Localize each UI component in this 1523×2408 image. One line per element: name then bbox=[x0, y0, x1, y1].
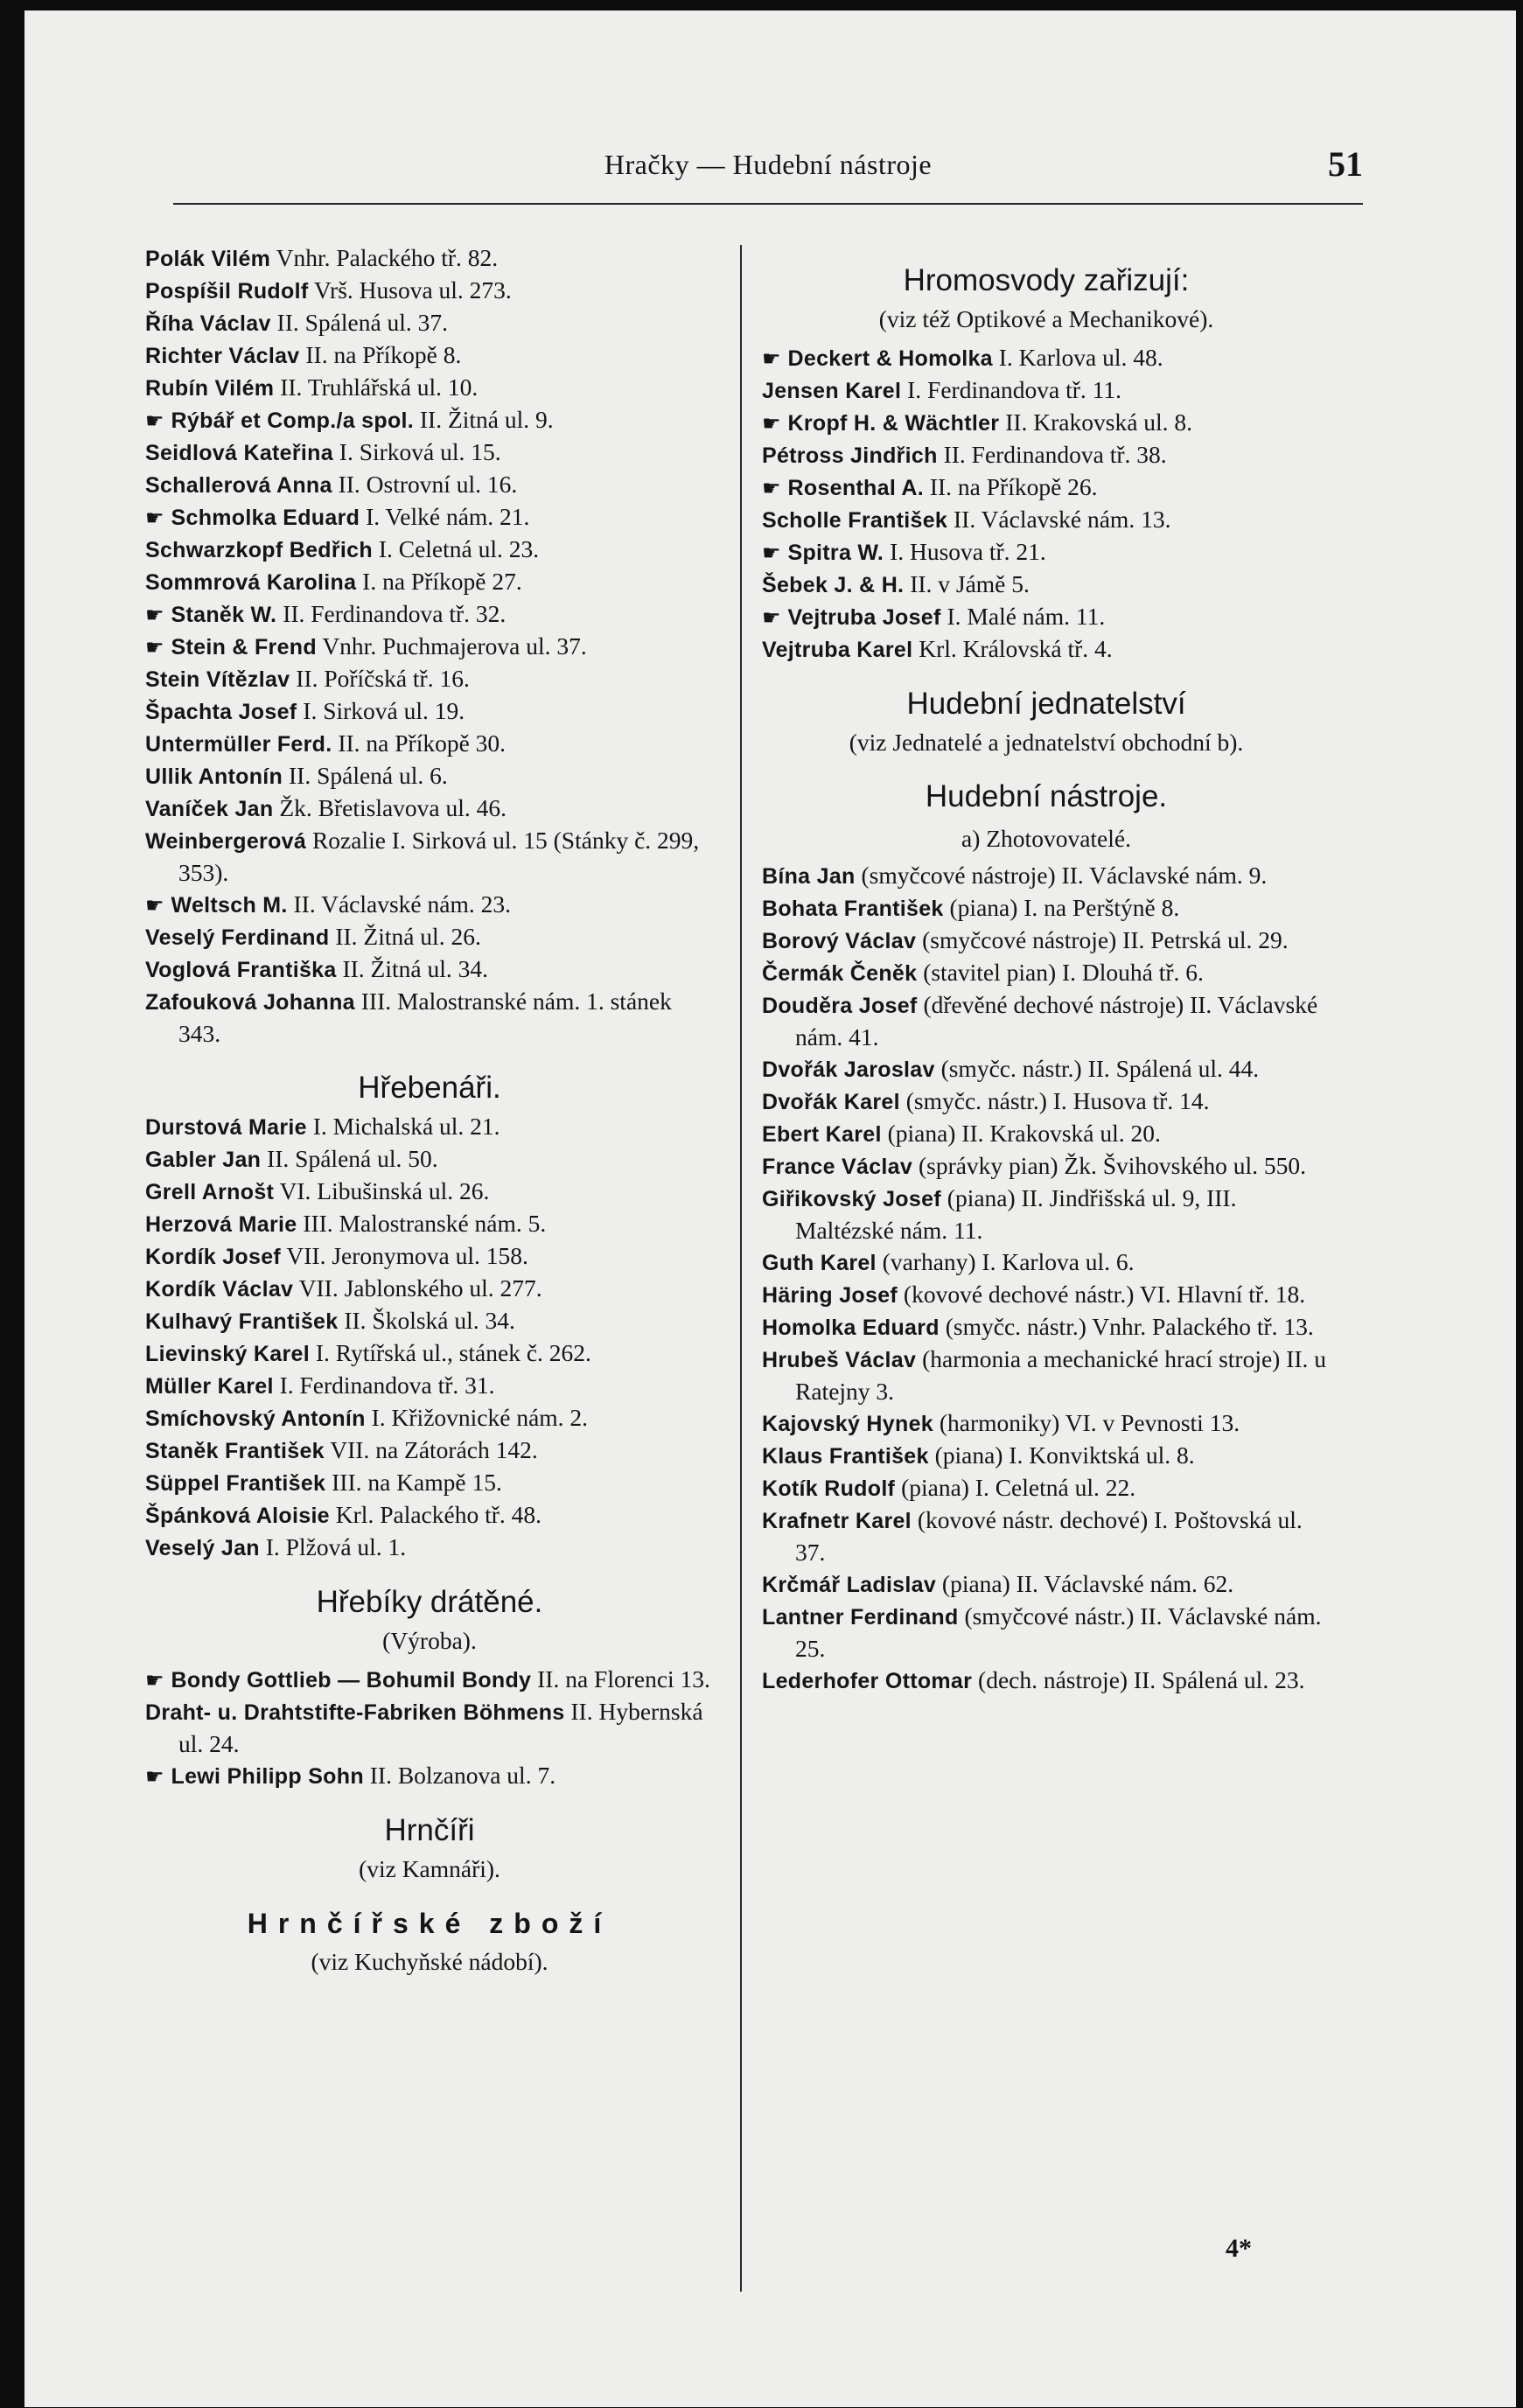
directory-entry bbox=[762, 407, 1331, 439]
entry-name: Untermüller Ferd. bbox=[145, 732, 332, 757]
directory-entry bbox=[145, 242, 714, 275]
entry-name: Krafnetr Karel bbox=[762, 1509, 912, 1533]
page bbox=[24, 10, 1516, 2407]
directory-entry bbox=[762, 342, 1331, 374]
entry-name: Voglová Františka bbox=[145, 958, 337, 982]
entry-address: I. Celetná ul. 23. bbox=[372, 535, 540, 562]
section-heading: Hrnčíři bbox=[384, 1813, 475, 1847]
entry-address: II. na Příkopě 30. bbox=[332, 729, 507, 757]
directory-entry bbox=[762, 633, 1331, 666]
directory-entry bbox=[145, 598, 714, 631]
entry-name: Pospíšil Rudolf bbox=[145, 279, 309, 304]
entry-address: II. Krakovská ul. 8. bbox=[999, 408, 1193, 436]
entry-address: (varhany) I. Karlova ul. 6. bbox=[876, 1248, 1135, 1275]
directory-entry bbox=[762, 1183, 1331, 1246]
header-title: Hračky — Hudební nástroje bbox=[604, 149, 933, 180]
entry-address: I. Sirková ul. 15. bbox=[332, 438, 501, 465]
directory-entry bbox=[145, 631, 714, 663]
entry-address: (piana) I. na Perštýně 8. bbox=[943, 894, 1180, 921]
entry-address: I. Křižovnické nám. 2. bbox=[365, 1404, 589, 1431]
entry-name: Zafouková Johanna bbox=[145, 990, 355, 1015]
entry-name: Schmolka Eduard bbox=[171, 506, 360, 530]
directory-entry bbox=[762, 1311, 1331, 1344]
entry-name: Giřikovský Josef bbox=[762, 1187, 941, 1211]
directory-entry bbox=[145, 566, 714, 598]
directory-entry bbox=[145, 1664, 714, 1696]
entry-address: (stavitel pian) I. Dlouhá tř. 6. bbox=[917, 959, 1204, 986]
entry-address: I. Malé nám. 11. bbox=[940, 603, 1106, 630]
directory-entry bbox=[145, 792, 714, 825]
entry-name: Grell Arnošt bbox=[145, 1180, 275, 1204]
entry-address: I. Plžová ul. 1. bbox=[259, 1533, 407, 1560]
entry-address: II. Hybernská ul. 24. bbox=[178, 1698, 703, 1757]
directory-entry bbox=[762, 569, 1331, 601]
directory-entry bbox=[145, 1499, 714, 1532]
directory-entry bbox=[145, 1208, 714, 1240]
entry-address: (smyčc. nástr.) Vnhr. Palackého tř. 13. bbox=[939, 1313, 1314, 1340]
directory-entry bbox=[762, 860, 1331, 892]
section-heading: Hudební nástroje. bbox=[925, 779, 1168, 813]
section-note: (viz Jednatelé a jednatelství obchodní b). bbox=[849, 729, 1244, 756]
directory-entry bbox=[145, 534, 714, 566]
directory-entry bbox=[762, 471, 1331, 504]
directory-entry bbox=[145, 501, 714, 534]
entry-address: Vrš. Husova ul. 273. bbox=[308, 276, 512, 304]
directory-entry bbox=[762, 1665, 1331, 1697]
entry-name: Weinbergerová bbox=[145, 829, 307, 854]
entry-address: II. Spálená ul. 37. bbox=[270, 309, 449, 336]
entry-name: Stein Vítězlav bbox=[145, 667, 290, 692]
entry-address: II. Truhlářská ul. 10. bbox=[274, 373, 479, 401]
directory-entry bbox=[145, 372, 714, 404]
pointing-hand-icon: ☛ bbox=[145, 1764, 164, 1789]
entry-address: II. Žitná ul. 9. bbox=[414, 406, 554, 433]
entry-address: Žk. Břetislavova ul. 46. bbox=[273, 794, 507, 821]
page-number: 51 bbox=[1328, 144, 1363, 184]
entry-name: Špachta Josef bbox=[145, 700, 297, 724]
directory-entry bbox=[145, 1434, 714, 1467]
entry-address: III. Malostranské nám. 5. bbox=[297, 1210, 547, 1237]
entry-name: Seidlová Kateřina bbox=[145, 441, 333, 465]
directory-entry bbox=[145, 1467, 714, 1499]
entry-name: Kordík Josef bbox=[145, 1245, 282, 1269]
entry-address: II. Školská ul. 34. bbox=[338, 1307, 515, 1334]
directory-entry bbox=[145, 307, 714, 339]
left-column bbox=[145, 242, 714, 1985]
entry-name: Gabler Jan bbox=[145, 1148, 262, 1172]
entry-address: (smyčcové nástr.) II. Václavské nám. 25. bbox=[795, 1602, 1322, 1662]
entry-name: France Václav bbox=[762, 1155, 913, 1179]
directory-entry bbox=[762, 439, 1331, 471]
section-heading: Hřebíky drátěné. bbox=[316, 1585, 543, 1619]
entry-address: II. Spálená ul. 6. bbox=[283, 762, 448, 789]
entry-name: Douděra Josef bbox=[762, 994, 918, 1018]
entry-address: (piana) II. Krakovská ul. 20. bbox=[881, 1120, 1161, 1147]
entry-name: Guth Karel bbox=[762, 1251, 877, 1275]
directory-entry bbox=[145, 404, 714, 436]
section-heading: Hromosvody zařizují: bbox=[903, 263, 1190, 297]
entry-address: II. na Příkopě 26. bbox=[923, 473, 1098, 500]
running-header bbox=[173, 142, 1363, 205]
entry-name: Richter Václav bbox=[145, 344, 300, 368]
directory-entry bbox=[145, 663, 714, 695]
entry-name: Lewi Philipp Sohn bbox=[171, 1764, 364, 1789]
entry-name: Bohata František bbox=[762, 897, 944, 921]
entry-address: (piana) II. Václavské nám. 62. bbox=[936, 1570, 1234, 1597]
entry-name: Smíchovský Antonín bbox=[145, 1406, 366, 1431]
entry-name: Homolka Eduard bbox=[762, 1316, 940, 1340]
entry-name: Vejtruba Josef bbox=[787, 605, 941, 630]
entry-address: III. na Kampě 15. bbox=[325, 1469, 502, 1496]
entry-address: (piana) I. Konviktská ul. 8. bbox=[928, 1441, 1195, 1469]
directory-entry bbox=[145, 1143, 714, 1176]
entry-name: Herzová Marie bbox=[145, 1212, 297, 1237]
entry-address: I. na Příkopě 27. bbox=[356, 568, 522, 595]
entry-name: Lantner Ferdinand bbox=[762, 1605, 959, 1630]
entry-name: Ullik Antonín bbox=[145, 764, 283, 789]
pointing-hand-icon: ☛ bbox=[145, 893, 164, 918]
directory-entry bbox=[762, 989, 1331, 1053]
entry-address: (piana) I. Celetná ul. 22. bbox=[895, 1474, 1136, 1501]
entry-address: II. Václavské nám. 23. bbox=[287, 890, 511, 918]
entry-name: Kulhavý František bbox=[145, 1309, 339, 1334]
entry-name: Rýbář et Comp./a spol. bbox=[171, 408, 415, 433]
entry-name: Veselý Ferdinand bbox=[145, 925, 330, 950]
entry-name: Ebert Karel bbox=[762, 1122, 882, 1147]
entry-name: Bondy Gottlieb — Bohumil Bondy bbox=[171, 1668, 532, 1693]
directory-entry bbox=[762, 925, 1331, 957]
pointing-hand-icon: ☛ bbox=[145, 408, 164, 433]
entry-name: Krčmář Ladislav bbox=[762, 1573, 937, 1597]
directory-entry bbox=[762, 1407, 1331, 1440]
column-divider bbox=[740, 245, 742, 2292]
entry-name: Durstová Marie bbox=[145, 1115, 307, 1140]
directory-entry bbox=[145, 986, 714, 1050]
entry-name: Spitra W. bbox=[787, 541, 884, 565]
entry-name: Polák Vilém bbox=[145, 247, 271, 271]
entry-address: (kovové nástr. dechové) I. Poštovská ul. 37. bbox=[795, 1506, 1303, 1566]
entry-address: I. Michalská ul. 21. bbox=[306, 1113, 500, 1140]
directory-entry bbox=[145, 469, 714, 501]
directory-entry bbox=[762, 374, 1331, 407]
entry-address: (smyčc. nástr.) II. Spálená ul. 44. bbox=[934, 1055, 1260, 1082]
entry-name: Šebek J. & H. bbox=[762, 573, 905, 597]
entry-name: Hrubeš Václav bbox=[762, 1348, 917, 1372]
subsection-title: a) Zhotovovatelé. bbox=[961, 825, 1131, 852]
entry-name: Deckert & Homolka bbox=[787, 346, 993, 371]
entry-address: (dech. nástroje) II. Spálená ul. 23. bbox=[972, 1666, 1305, 1693]
entry-name: Draht- u. Drahtstifte-Fabriken Böhmens bbox=[145, 1700, 565, 1725]
directory-entry bbox=[762, 1601, 1331, 1665]
entry-address: I. Ferdinandova tř. 11. bbox=[901, 376, 1122, 403]
entry-address: II. Žitná ul. 34. bbox=[336, 955, 488, 982]
entry-name: Lederhofer Ottomar bbox=[762, 1669, 973, 1693]
entry-address: (smyčcové nástroje) II. Petrská ul. 29. bbox=[916, 926, 1289, 953]
entry-name: Kordík Václav bbox=[145, 1277, 294, 1302]
entry-address: I. Rytířská ul., stánek č. 262. bbox=[309, 1339, 591, 1366]
directory-entry bbox=[762, 1118, 1331, 1150]
entry-name: Pétross Jindřich bbox=[762, 443, 938, 468]
signature-mark: 4* bbox=[1226, 2234, 1252, 2263]
directory-entry bbox=[762, 1053, 1331, 1085]
entry-name: Klaus František bbox=[762, 1444, 929, 1469]
directory-entry bbox=[145, 339, 714, 372]
directory-entry bbox=[762, 1472, 1331, 1504]
entry-address: II. Spálená ul. 50. bbox=[261, 1145, 438, 1172]
directory-entry bbox=[145, 1305, 714, 1337]
entry-name: Scholle František bbox=[762, 508, 948, 533]
entry-address: (harmoniky) VI. v Pevnosti 13. bbox=[933, 1409, 1240, 1436]
entry-address: II. Žitná ul. 26. bbox=[329, 923, 481, 950]
entry-name: Süppel František bbox=[145, 1471, 326, 1496]
directory-entry bbox=[145, 728, 714, 760]
entry-address: II. Poříčská tř. 16. bbox=[290, 665, 470, 692]
directory-entry bbox=[145, 953, 714, 986]
entry-address: III. Malostranské nám. 1. stánek 343. bbox=[178, 988, 672, 1047]
entry-address: (smyčc. nástr.) I. Husova tř. 14. bbox=[899, 1087, 1210, 1114]
directory-entry bbox=[145, 921, 714, 953]
right-column bbox=[762, 242, 1331, 1697]
entry-name: Staněk František bbox=[145, 1439, 325, 1463]
entry-address: II. v Jámě 5. bbox=[904, 570, 1030, 597]
entry-name: Kajovský Hynek bbox=[762, 1412, 933, 1436]
entry-name: Kropf H. & Wächtler bbox=[787, 411, 1000, 436]
directory-entry bbox=[145, 1532, 714, 1564]
pointing-hand-icon: ☛ bbox=[762, 411, 781, 436]
directory-entry bbox=[145, 1337, 714, 1370]
entry-address: Vnhr. Palackého tř. 82. bbox=[270, 244, 499, 271]
entry-address: II. Václavské nám. 13. bbox=[947, 506, 1171, 533]
directory-entry bbox=[762, 601, 1331, 633]
entry-name: Schallerová Anna bbox=[145, 473, 332, 498]
directory-entry bbox=[145, 436, 714, 469]
entry-name: Rosenthal A. bbox=[787, 476, 924, 500]
directory-entry bbox=[145, 1696, 714, 1760]
entry-address: (kovové dechové nástr.) VI. Hlavní tř. 18. bbox=[898, 1281, 1306, 1308]
directory-entry bbox=[145, 1370, 714, 1402]
entry-address: Rozalie I. Sirková ul. 15 (Stánky č. 299, 353). bbox=[178, 827, 700, 886]
directory-entry bbox=[762, 1150, 1331, 1183]
entry-name: Vaníček Jan bbox=[145, 797, 274, 821]
entry-name: Dvořák Jaroslav bbox=[762, 1057, 935, 1082]
pointing-hand-icon: ☛ bbox=[762, 346, 781, 371]
directory-entry bbox=[145, 1402, 714, 1434]
entry-name: Rubín Vilém bbox=[145, 376, 275, 401]
directory-entry bbox=[762, 504, 1331, 536]
section-heading: Hřebenáři. bbox=[358, 1071, 501, 1105]
entry-address: I. Sirková ul. 19. bbox=[297, 697, 465, 724]
directory-entry bbox=[762, 1344, 1331, 1407]
directory-entry bbox=[762, 1246, 1331, 1279]
entry-address: II. Ostrovní ul. 16. bbox=[332, 471, 518, 498]
entry-address: Krl. Královská tř. 4. bbox=[912, 635, 1113, 662]
entry-name: Kotík Rudolf bbox=[762, 1476, 896, 1501]
pointing-hand-icon: ☛ bbox=[762, 541, 781, 565]
directory-entry bbox=[762, 536, 1331, 569]
entry-address: (smyčcové nástroje) II. Václavské nám. 9. bbox=[855, 862, 1268, 889]
directory-entry bbox=[145, 1176, 714, 1208]
entry-address: II. Bolzanova ul. 7. bbox=[363, 1762, 556, 1789]
entry-name: Weltsch M. bbox=[171, 893, 288, 918]
section-note: (Výroba). bbox=[382, 1627, 477, 1654]
section-heading: Hrnčířské zboží bbox=[247, 1908, 612, 1939]
directory-entry bbox=[145, 1273, 714, 1305]
entry-address: II. na Florenci 13. bbox=[531, 1665, 710, 1693]
entry-name: Veselý Jan bbox=[145, 1536, 260, 1560]
entry-address: II. Ferdinandova tř. 38. bbox=[937, 441, 1167, 468]
entry-address: I. Ferdinandova tř. 31. bbox=[273, 1372, 495, 1399]
entry-address: I. Velké nám. 21. bbox=[360, 503, 530, 530]
entry-name: Špánková Aloisie bbox=[145, 1504, 330, 1528]
entry-name: Schwarzkopf Bedřich bbox=[145, 538, 373, 562]
directory-entry bbox=[762, 1440, 1331, 1472]
entry-name: Dvořák Karel bbox=[762, 1090, 900, 1114]
directory-entry bbox=[145, 695, 714, 728]
directory-entry bbox=[145, 889, 714, 921]
entry-address: II. na Příkopě 8. bbox=[299, 341, 462, 368]
entry-address: I. Husova tř. 21. bbox=[884, 538, 1046, 565]
directory-entry bbox=[145, 825, 714, 889]
directory-entry bbox=[762, 957, 1331, 989]
pointing-hand-icon: ☛ bbox=[762, 476, 781, 500]
entry-name: Müller Karel bbox=[145, 1374, 274, 1399]
entry-name: Lievinský Karel bbox=[145, 1342, 310, 1366]
directory-entry bbox=[762, 1085, 1331, 1118]
entry-address: VII. na Zátorách 142. bbox=[324, 1436, 538, 1463]
entry-name: Sommrová Karolina bbox=[145, 570, 357, 595]
entry-address: VII. Jablonského ul. 277. bbox=[293, 1274, 542, 1302]
directory-entry bbox=[762, 1504, 1331, 1568]
directory-entry bbox=[145, 1240, 714, 1273]
pointing-hand-icon: ☛ bbox=[145, 506, 164, 530]
entry-name: Staněk W. bbox=[171, 603, 277, 627]
entry-name: Stein & Frend bbox=[171, 635, 317, 660]
entry-address: VI. Libušinská ul. 26. bbox=[274, 1177, 490, 1204]
section-note: (viz též Optikové a Mechanikové). bbox=[878, 305, 1214, 332]
entry-name: Vejtruba Karel bbox=[762, 638, 913, 662]
pointing-hand-icon: ☛ bbox=[145, 603, 164, 627]
entry-address: Vnhr. Puchmajerova ul. 37. bbox=[316, 632, 587, 660]
section-heading: Hudební jednatelství bbox=[906, 687, 1186, 721]
entry-name: Häring Josef bbox=[762, 1283, 898, 1308]
entry-name: Říha Václav bbox=[145, 311, 271, 336]
directory-entry bbox=[145, 275, 714, 307]
entry-name: Čermák Čeněk bbox=[762, 961, 918, 986]
directory-entry bbox=[145, 1760, 714, 1792]
entry-address: (piana) II. Jindřišská ul. 9, III. Maltézské nám. 11. bbox=[795, 1184, 1237, 1244]
entry-name: Borový Václav bbox=[762, 929, 917, 953]
section-note: (viz Kuchyňské nádobí). bbox=[311, 1948, 548, 1975]
pointing-hand-icon: ☛ bbox=[145, 635, 164, 660]
entry-address: Krl. Palackého tř. 48. bbox=[329, 1501, 541, 1528]
directory-entry bbox=[762, 1279, 1331, 1311]
entry-address: (harmonia a mechanické hrací stroje) II. u Ratejny 3. bbox=[795, 1345, 1327, 1405]
entry-name: Jensen Karel bbox=[762, 379, 902, 403]
entry-address: VII. Jeronymova ul. 158. bbox=[281, 1242, 528, 1269]
entry-name: Bína Jan bbox=[762, 864, 856, 889]
directory-entry bbox=[762, 1568, 1331, 1601]
pointing-hand-icon: ☛ bbox=[145, 1668, 164, 1693]
entry-address: I. Karlova ul. 48. bbox=[992, 344, 1163, 371]
entry-address: (správky pian) Žk. Švihovského ul. 550. bbox=[912, 1152, 1306, 1179]
entry-address: II. Ferdinandova tř. 32. bbox=[276, 600, 507, 627]
directory-entry bbox=[145, 1111, 714, 1143]
section-note: (viz Kamnáři). bbox=[359, 1855, 500, 1882]
directory-entry bbox=[145, 760, 714, 792]
pointing-hand-icon: ☛ bbox=[762, 605, 781, 630]
directory-entry bbox=[762, 892, 1331, 925]
entry-address: (dřevěné dechové nástroje) II. Václavské nám. 41. bbox=[795, 991, 1318, 1050]
